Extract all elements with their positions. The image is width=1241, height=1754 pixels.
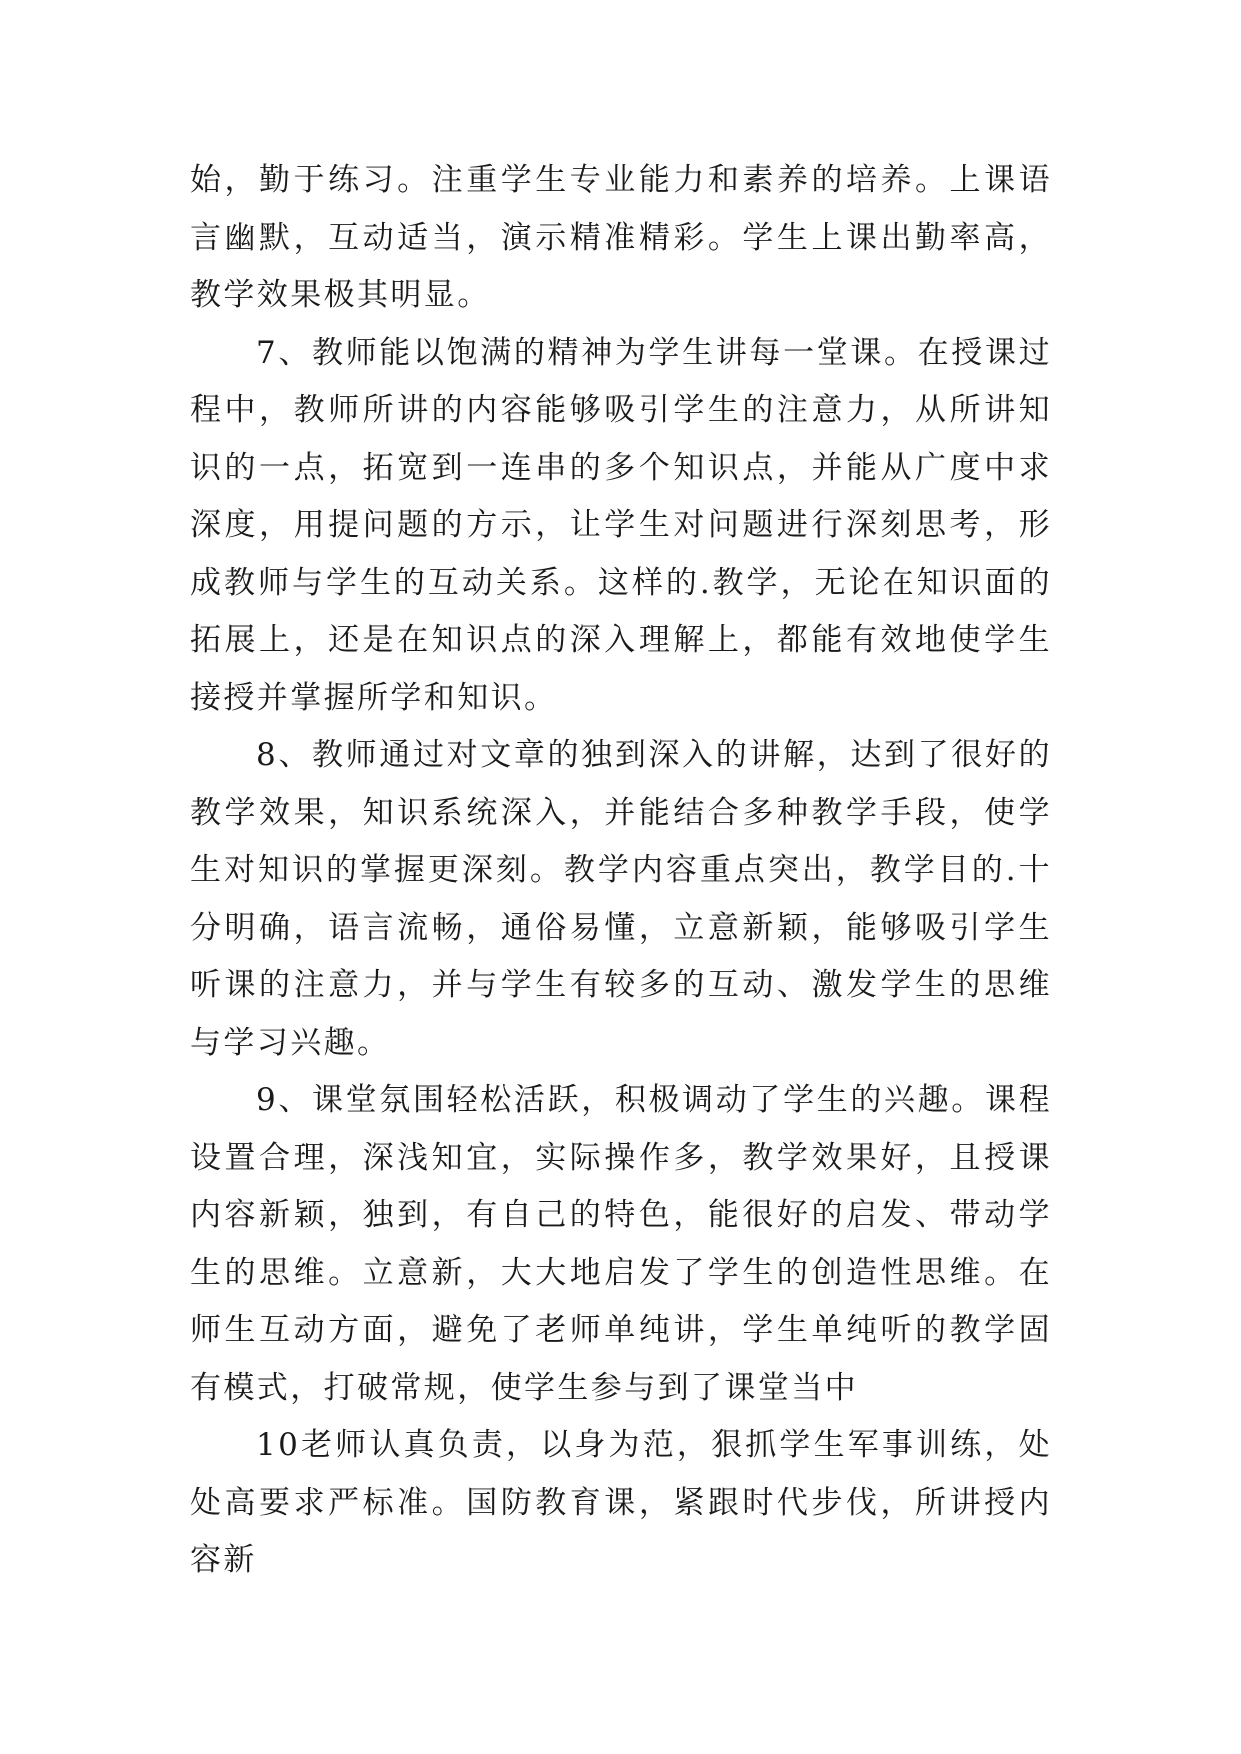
paragraph-item-8: 8、教师通过对文章的独到深入的讲解，达到了很好的教学效果，知识系统深入，并能结合多种教学手段，使学生对知识的掌握更深刻。教学内容重点突出，教学目的.十分明确，语言流畅，通俗易懂，立意新颖，能够吸引学生听课的注意力，并与学生有较多的互动、激发学生的思维与学习兴趣。 [190, 737, 1052, 1061]
paragraph-continuation: 始，勤于练习。注重学生专业能力和素养的培养。上课语言幽默，互动适当，演示精准精彩。学生上课出勤率高，教学效果极其明显。 [190, 162, 1052, 313]
document-body [190, 152, 1052, 1590]
paragraph-item-10: 10老师认真负责，以身为范，狠抓学生军事训练，处处高要求严标准。国防教育课，紧跟时代步伐，所讲授内容新 [190, 1427, 1052, 1578]
paragraph-item-9: 9、课堂氛围轻松活跃，积极调动了学生的兴趣。课程设置合理，深浅知宜，实际操作多，教学效果好，且授课内容新颖，独到，有自己的特色，能很好的启发、带动学生的思维。立意新，大大地启发了学生的创造性思维。在师生互动方面，避免了老师单纯讲，学生单纯听的教学固有模式，打破常规，使学生参与到了课堂当中 [190, 1082, 1052, 1406]
paragraph-item-7: 7、教师能以饱满的精神为学生讲每一堂课。在授课过程中，教师所讲的内容能够吸引学生的注意力，从所讲知识的一点，拓宽到一连串的多个知识点，并能从广度中求深度，用提问题的方示，让学生对问题进行深刻思考，形成教师与学生的互动关系。这样的.教学，无论在知识面的拓展上，还是在知识点的深入理解上，都能有效地使学生接授并掌握所学和知识。 [190, 334, 1052, 716]
